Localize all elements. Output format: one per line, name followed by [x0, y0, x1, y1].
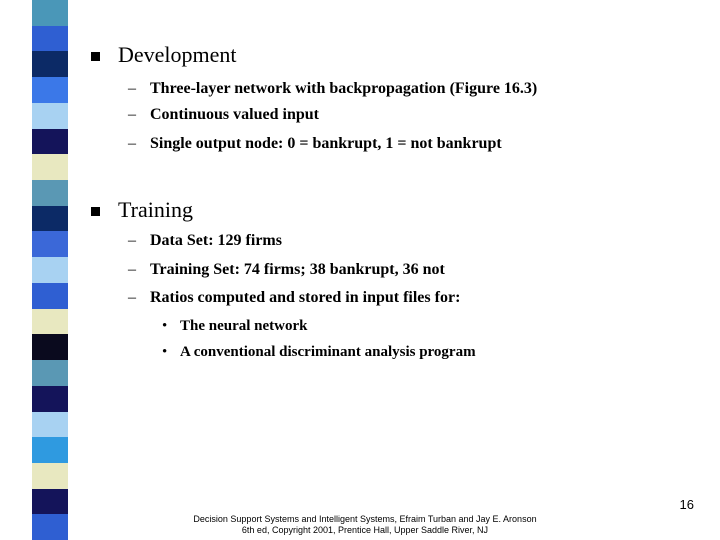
- dot-bullet: •: [162, 344, 168, 360]
- sub-list-item: [162, 318, 308, 335]
- stripe-cell: [32, 360, 68, 386]
- list-item: [128, 289, 460, 307]
- stripe-cell: [32, 257, 68, 283]
- list-item-text: Single output node: 0 = bankrupt, 1 = not bankrupt: [150, 135, 502, 152]
- list-item: [128, 106, 319, 124]
- list-item: [128, 232, 282, 250]
- stripe-cell: [32, 206, 68, 232]
- stripe-cell: [32, 283, 68, 309]
- dash-bullet: –: [128, 261, 136, 278]
- dash-bullet: –: [128, 80, 136, 97]
- footer-line-2: 6th ed, Copyright 2001, Prentice Hall, Upper Saddle River, NJ: [241, 525, 489, 535]
- stripe-cell: [32, 386, 68, 412]
- sub-list-item: [162, 344, 476, 361]
- stripe-cell: [32, 180, 68, 206]
- section-heading-training: Training: [118, 197, 193, 222]
- sub-list-item-text: The neural network: [180, 318, 308, 334]
- stripe-cell: [32, 231, 68, 257]
- dash-bullet: –: [128, 232, 136, 249]
- list-item: [128, 135, 502, 153]
- stripe-cell: [32, 514, 68, 540]
- dash-bullet: –: [128, 289, 136, 306]
- stripe-cell: [32, 309, 68, 335]
- square-bullet-icon: [91, 207, 100, 216]
- section-heading-development: Development: [118, 42, 237, 67]
- stripe-cell: [32, 412, 68, 438]
- stripe-cell: [32, 0, 68, 26]
- stripe-cell: [32, 129, 68, 155]
- decorative-color-stripe: [32, 0, 68, 540]
- stripe-cell: [32, 26, 68, 52]
- list-item-text: Continuous valued input: [150, 106, 319, 123]
- list-item: [128, 80, 537, 98]
- list-item: [128, 261, 445, 279]
- stripe-cell: [32, 463, 68, 489]
- page-number: 16: [679, 497, 694, 512]
- stripe-cell: [32, 103, 68, 129]
- stripe-cell: [32, 77, 68, 103]
- dash-bullet: –: [128, 135, 136, 152]
- sub-list-item-text: A conventional discriminant analysis program: [180, 344, 476, 360]
- footer-line-1: Decision Support Systems and Intelligent Systems, Efraim Turban and Jay E. Aronson: [193, 514, 537, 524]
- square-bullet-icon: [91, 52, 100, 61]
- dash-bullet: –: [128, 106, 136, 123]
- stripe-cell: [32, 489, 68, 515]
- list-item-text: Ratios computed and stored in input files for:: [150, 289, 461, 306]
- stripe-cell: [32, 154, 68, 180]
- dot-bullet: •: [162, 318, 168, 334]
- stripe-cell: [32, 334, 68, 360]
- stripe-cell: [32, 51, 68, 77]
- stripe-cell: [32, 437, 68, 463]
- list-item-text: Data Set: 129 firms: [150, 232, 282, 249]
- list-item-text: Three-layer network with backpropagation (Figure 16.3): [150, 80, 538, 97]
- list-item-text: Training Set: 74 firms; 38 bankrupt, 36 not: [150, 261, 445, 278]
- footer: [150, 514, 580, 536]
